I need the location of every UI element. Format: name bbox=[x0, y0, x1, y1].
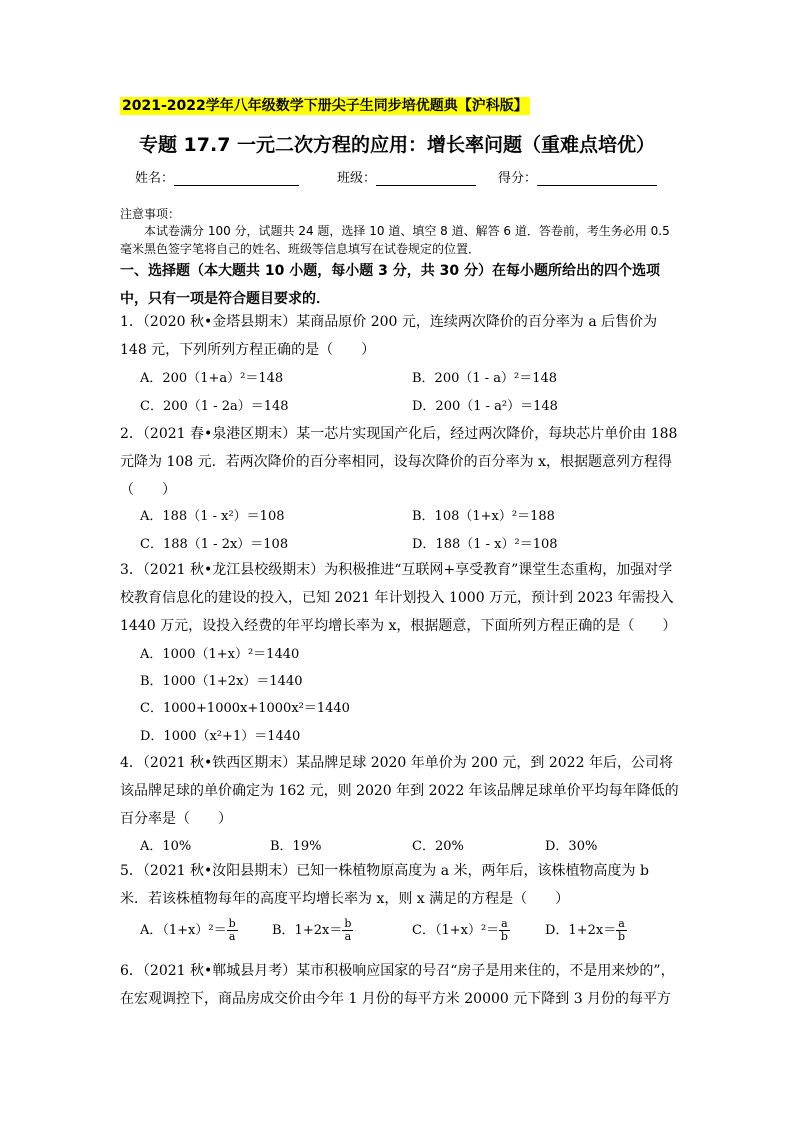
option-c: C．（1+x）²＝ $\frac{a}{b}$ bbox=[412, 917, 508, 943]
class-label: 班级： bbox=[337, 171, 377, 186]
option-d: D．1000（x²+1）＝1440 bbox=[140, 729, 301, 744]
fraction: $\frac{a}{b}$ bbox=[500, 917, 508, 943]
option-b: B．19% bbox=[270, 839, 322, 854]
fraction: $\frac{b}{a}$ bbox=[228, 917, 236, 943]
question-1: 1．（2020 秋•金塔县期末）某商品原价 200 元，连续两次降价的百分率为 a 后售价为 148 元，下列所列方程正确的是（ ） bbox=[120, 314, 658, 358]
option-a: A．（1+x）²＝ $\frac{b}{a}$ bbox=[140, 917, 236, 943]
option-b: B．108（1+x）²＝188 bbox=[412, 509, 555, 524]
option-c: C．1000+1000x+1000x²＝1440 bbox=[140, 701, 350, 716]
question-text: （2021 秋•铁西区期末）某品牌足球 2020 年单价为 200 元，到 2022 年后，公司将该品牌足球的单价确定为 162 元，则 2020 年到 2022 年该品牌足球单价平均每年降低的百分率是（ ） bbox=[120, 755, 679, 827]
question-2: 2．（2021 春•泉港区期末）某一芯片实现国产化后，经过两次降价，每块芯片单价由 188 元降为 108 元．若两次降价的百分率相同，设每次降价的百分率为 x，根据题意列方程得（ ） bbox=[120, 426, 678, 498]
notice-body: 本试卷满分 100 分，试题共 24 题，选择 10 道、填空 8 道、解答 6 道．答卷前，考生务必用 0.5 毫米黑色签字笔将自己的姓名、班级等信息填写在试卷规定的位置． bbox=[120, 224, 670, 256]
class-field bbox=[337, 167, 476, 186]
name-field bbox=[135, 167, 299, 186]
option-a: A．10% bbox=[140, 839, 192, 854]
page-title: 专题 17.7 一元二次方程的应用：增长率问题（重难点培优） bbox=[138, 134, 656, 156]
option-d: D．30% bbox=[545, 839, 598, 854]
option-c: C．20% bbox=[412, 839, 464, 854]
option-a: A．200（1+a）²＝148 bbox=[140, 371, 284, 386]
question-5: 5．（2021 秋•汝阳县期末）已知一株植物原高度为 a 米，两年后，该株植物高度为 b 米．若该株植物每年的高度平均增长率为 x，则 x 满足的方程是（ ） bbox=[120, 863, 649, 907]
question-text: （2020 秋•金塔县期末）某商品原价 200 元，连续两次降价的百分率为 a 后售价为 148 元，下列所列方程正确的是（ ） bbox=[120, 314, 658, 358]
option-d: D．200（1 - a²）＝148 bbox=[412, 399, 558, 414]
question-4: 4．（2021 秋•铁西区期末）某品牌足球 2020 年单价为 200 元，到 2022 年后，公司将该品牌足球的单价确定为 162 元，则 2020 年到 2022 年该品牌足球单价平均每年降低的百分率是（ ） bbox=[120, 755, 679, 827]
question-6: 6．（2021 秋•郸城县月考）某市积极响应国家的号召“房子是用来住的，不是用来炒的”，在宏观调控下，商品房成交价由今年 1 月份的每平方米 20000 元下降到 3 月份的每平方 bbox=[120, 963, 675, 1007]
question-text: （2021 秋•郸城县月考）某市积极响应国家的号召“房子是用来住的，不是用来炒的”，在宏观调控下，商品房成交价由今年 1 月份的每平方米 20000 元下降到 3 月份的每平方 bbox=[120, 963, 675, 1007]
fraction: $\frac{b}{a}$ bbox=[344, 917, 352, 943]
question-text: （2021 秋•龙江县校级期末）为积极推进“互联网+享受教育”课堂生态重构，加强对学校教育信息化的建设的投入，已知 2021 年计划投入 1000 万元，预计到 2023 年需投入 1440 万元，设投入经费的年平均增长率为 x，根据题意，下面所列方程正确的是（ ） bbox=[120, 562, 677, 634]
question-text: （2021 秋•汝阳县期末）已知一株植物原高度为 a 米，两年后，该株植物高度为 b 米．若该株植物每年的高度平均增长率为 x，则 x 满足的方程是（ ） bbox=[120, 863, 649, 907]
score-field bbox=[498, 167, 657, 186]
option-d: D．1+2x＝ $\frac{a}{b}$ bbox=[545, 917, 625, 943]
question-text: （2021 春•泉港区期末）某一芯片实现国产化后，经过两次降价，每块芯片单价由 188 元降为 108 元．若两次降价的百分率相同，设每次降价的百分率为 x，根据题意列方程得（ ） bbox=[120, 426, 678, 498]
option-c: C．188（1 - 2x）＝108 bbox=[140, 537, 289, 552]
question-3: 3．（2021 秋•龙江县校级期末）为积极推进“互联网+享受教育”课堂生态重构，加强对学校教育信息化的建设的投入，已知 2021 年计划投入 1000 万元，预计到 2023 年需投入 1440 万元，设投入经费的年平均增长率为 x，根据题意，下面所列方程正确的是（ ） bbox=[120, 562, 677, 634]
score-label: 得分： bbox=[498, 171, 538, 186]
fraction: $\frac{a}{b}$ bbox=[617, 917, 625, 943]
section-heading: 一、选择题（本大题共 10 小题，每小题 3 分，共 30 分）在每小题所给出的四个选项中，只有一项是符合题目要求的． bbox=[120, 263, 660, 307]
option-a: A．1000（1+x）²＝1440 bbox=[140, 647, 300, 662]
notice-heading: 注意事项： bbox=[120, 207, 181, 221]
option-a: A．188（1 - x²）＝108 bbox=[140, 509, 285, 524]
option-d: D．188（1 - x）²＝108 bbox=[412, 537, 558, 552]
series-header: 2021-2022学年八年级数学下册尖子生同步培优题典【沪科版】 bbox=[122, 98, 528, 114]
name-label: 姓名： bbox=[135, 171, 175, 186]
option-b: B．200（1 - a）²＝148 bbox=[412, 371, 558, 386]
option-b: B．1+2x＝ $\frac{b}{a}$ bbox=[272, 917, 352, 943]
option-b: B．1000（1+2x）＝1440 bbox=[140, 674, 303, 689]
option-c: C．200（1 - 2a）＝148 bbox=[140, 399, 289, 414]
